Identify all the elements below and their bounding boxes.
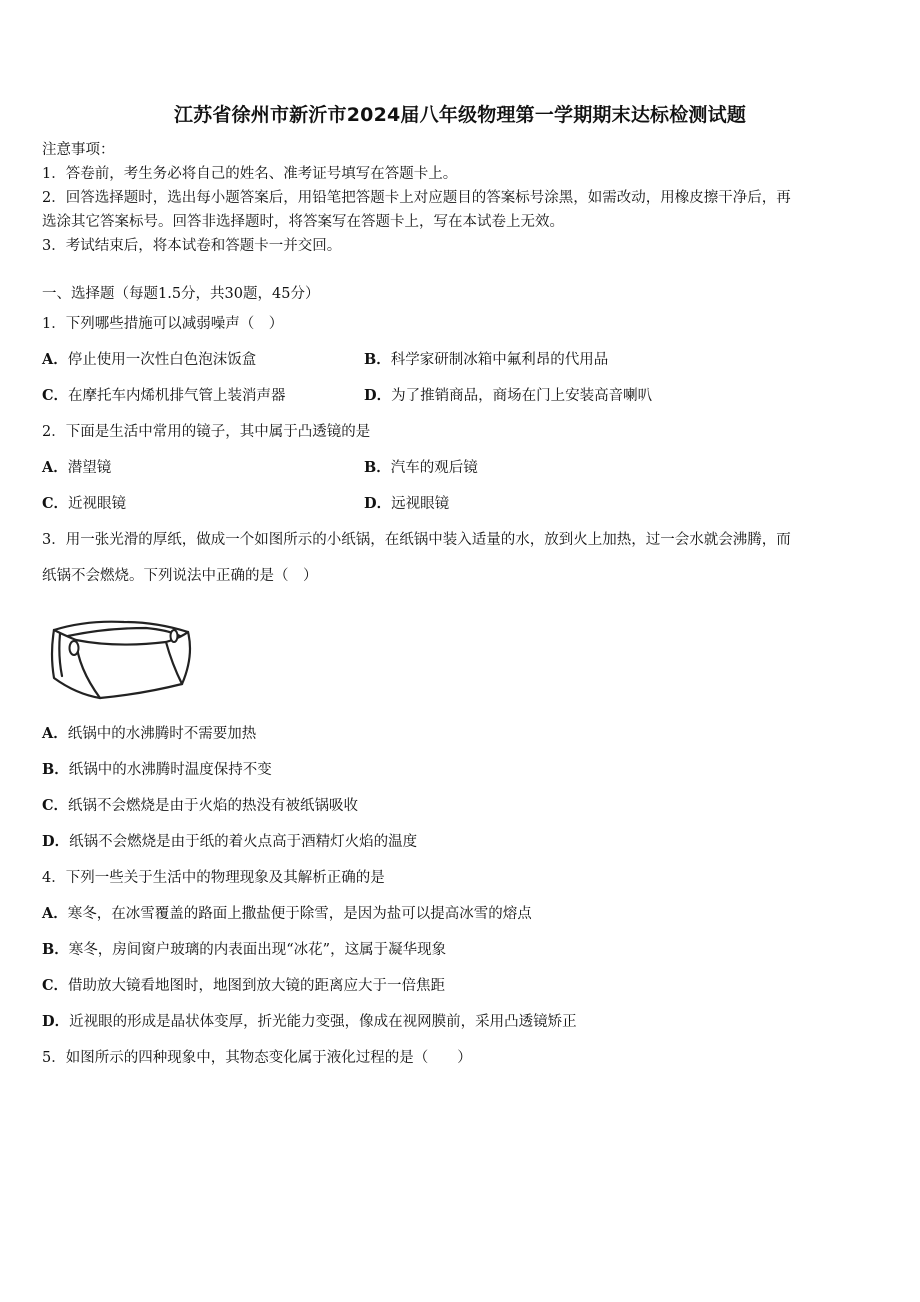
question-4-option-a — [42, 904, 532, 924]
question-4-option-c — [42, 976, 445, 996]
option-letter: B． — [42, 941, 69, 958]
option-text: 纸锅不会燃烧是由于纸的着火点高于酒精灯火焰的温度 — [69, 834, 418, 850]
question-1-option-a — [42, 350, 256, 370]
option-text: 纸锅不会燃烧是由于火焰的热没有被纸锅吸收 — [68, 798, 359, 814]
option-text: 科学家研制冰箱中氟利昂的代用品 — [390, 352, 609, 368]
option-letter: A． — [42, 905, 68, 922]
option-letter: A． — [42, 351, 68, 368]
question-3-option-d — [42, 832, 417, 852]
option-letter: A． — [42, 459, 68, 476]
page-title: 江苏省徐州市新沂市2024届八年级物理第一学期期末达标检测试题 — [173, 104, 747, 126]
question-3-option-c — [42, 796, 358, 816]
option-text: 为了推销商品，商场在门上安装高音喇叭 — [391, 388, 653, 404]
question-2-option-c — [42, 494, 126, 514]
option-text: 借助放大镜看地图时，地图到放大镜的距离应大于一倍焦距 — [68, 978, 446, 994]
option-letter: C． — [42, 495, 69, 512]
section-heading: 一、选择题（每题1.5分，共30题，45分） — [42, 286, 320, 302]
notice-item-3: 3．考试结束后，将本试卷和答题卡一并交回。 — [42, 238, 342, 254]
option-text: 寒冬，房间窗户玻璃的内表面出现“冰花”，这属于凝华现象 — [68, 942, 447, 958]
question-2-option-d — [364, 494, 449, 514]
question-2-stem: 2．下面是生活中常用的镜子，其中属于凸透镜的是 — [42, 424, 371, 440]
option-letter: D． — [42, 833, 70, 850]
option-letter: B． — [364, 351, 391, 368]
option-letter: D． — [42, 1013, 70, 1030]
option-letter: B． — [364, 459, 391, 476]
question-4-option-d — [42, 1012, 577, 1032]
option-text: 汽车的观后镜 — [390, 460, 478, 476]
question-4-stem: 4．下列一些关于生活中的物理现象及其解析正确的是 — [42, 870, 385, 886]
option-letter: B． — [42, 761, 69, 778]
option-letter: C． — [42, 977, 69, 994]
notice-heading: 注意事项： — [42, 142, 115, 158]
option-letter: D． — [364, 387, 392, 404]
option-text: 近视眼的形成是晶状体变厚，折光能力变强，像成在视网膜前，采用凸透镜矫正 — [69, 1014, 577, 1030]
option-letter: A． — [42, 725, 68, 742]
notice-item-2-line-1: 2．回答选择题时，选出每小题答案后，用铅笔把答题卡上对应题目的答案标号涂黑，如需改动，用橡皮擦干净后，再 — [42, 190, 791, 206]
question-2-option-b — [364, 458, 478, 478]
question-1-option-b — [364, 350, 608, 370]
option-text: 纸锅中的水沸腾时不需要加热 — [67, 726, 257, 742]
question-3-stem-line-2: 纸锅不会燃烧。下列说法中正确的是（ ） — [42, 568, 318, 584]
option-text: 纸锅中的水沸腾时温度保持不变 — [68, 762, 272, 778]
question-3-option-a — [42, 724, 256, 744]
option-text: 近视眼镜 — [68, 496, 127, 512]
option-text: 潜望镜 — [67, 460, 112, 476]
question-1-stem: 1．下列哪些措施可以减弱噪声（ ） — [42, 316, 284, 332]
option-text: 远视眼镜 — [391, 496, 450, 512]
paper-pot-illustration — [46, 614, 198, 706]
option-text: 寒冬，在冰雪覆盖的路面上撒盐便于除雪，是因为盐可以提高冰雪的熔点 — [67, 906, 532, 922]
question-1-option-c — [42, 386, 286, 406]
question-3-option-b — [42, 760, 272, 780]
question-1-option-d — [364, 386, 652, 406]
option-letter: C． — [42, 797, 69, 814]
question-5-stem: 5．如图所示的四种现象中，其物态变化属于液化过程的是（ ） — [42, 1050, 472, 1066]
option-text: 在摩托车内烯机排气管上装消声器 — [68, 388, 286, 404]
question-4-option-b — [42, 940, 446, 960]
option-text: 停止使用一次性白色泡沫饭盒 — [67, 352, 257, 368]
question-2-option-a — [42, 458, 111, 478]
notice-item-1: 1．答卷前，考生务必将自己的姓名、准考证号填写在答题卡上。 — [42, 166, 458, 182]
option-letter: D． — [364, 495, 392, 512]
option-letter: C． — [42, 387, 69, 404]
question-3-stem-line-1: 3．用一张光滑的厚纸，做成一个如图所示的小纸锅，在纸锅中装入适量的水，放到火上加热，过一会水就会沸腾，而 — [42, 532, 791, 548]
notice-item-2-line-2: 选涂其它答案标号。回答非选择题时，将答案写在答题卡上，写在本试卷上无效。 — [42, 214, 564, 230]
